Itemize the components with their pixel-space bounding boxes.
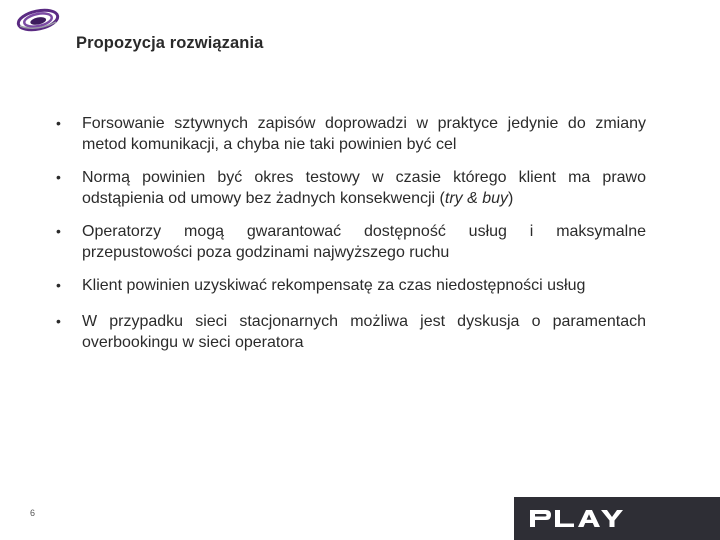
bullet-text-italic: try & buy	[444, 190, 509, 207]
bullet-icon: •	[56, 277, 61, 293]
list-item	[56, 275, 646, 296]
bullet-text: Operatorzy mogą gwarantować dostępność usług i maksymalne przepustowości poza godzinami najwyższego ruchu	[82, 223, 646, 261]
bullet-icon: •	[56, 223, 61, 239]
play-logo	[514, 497, 720, 540]
bullet-icon: •	[56, 313, 61, 329]
bullet-text: Forsowanie sztywnych zapisów doprowadzi w praktyce jedynie do zmiany metod komunikacji, a chyba nie taki powinien być cel	[82, 115, 646, 153]
list-item	[56, 167, 646, 209]
bullet-list	[56, 113, 646, 365]
slide-title: Propozycja rozwiązania	[76, 34, 264, 52]
bullet-text-part: Normą powinien być okres testowy w czasie którego klient ma prawo odstąpienia od umowy bez żadnych konsekwencji (	[82, 169, 646, 207]
bullet-text: W przypadku sieci stacjonarnych możliwa jest dyskusja o paramentach overbookingu w sieci operatora	[82, 313, 646, 351]
list-item	[56, 311, 646, 353]
list-item	[56, 221, 646, 263]
play-wordmark-icon	[514, 497, 720, 540]
bullet-text-part: )	[508, 190, 514, 207]
company-swirl-logo-icon	[16, 6, 60, 34]
page-number: 6	[30, 508, 36, 518]
bullet-icon: •	[56, 169, 61, 185]
bullet-text	[82, 167, 646, 209]
list-item	[56, 113, 646, 155]
bullet-text: Klient powinien uzyskiwać rekompensatę za czas niedostępności usług	[82, 277, 586, 294]
bullet-icon: •	[56, 115, 61, 131]
